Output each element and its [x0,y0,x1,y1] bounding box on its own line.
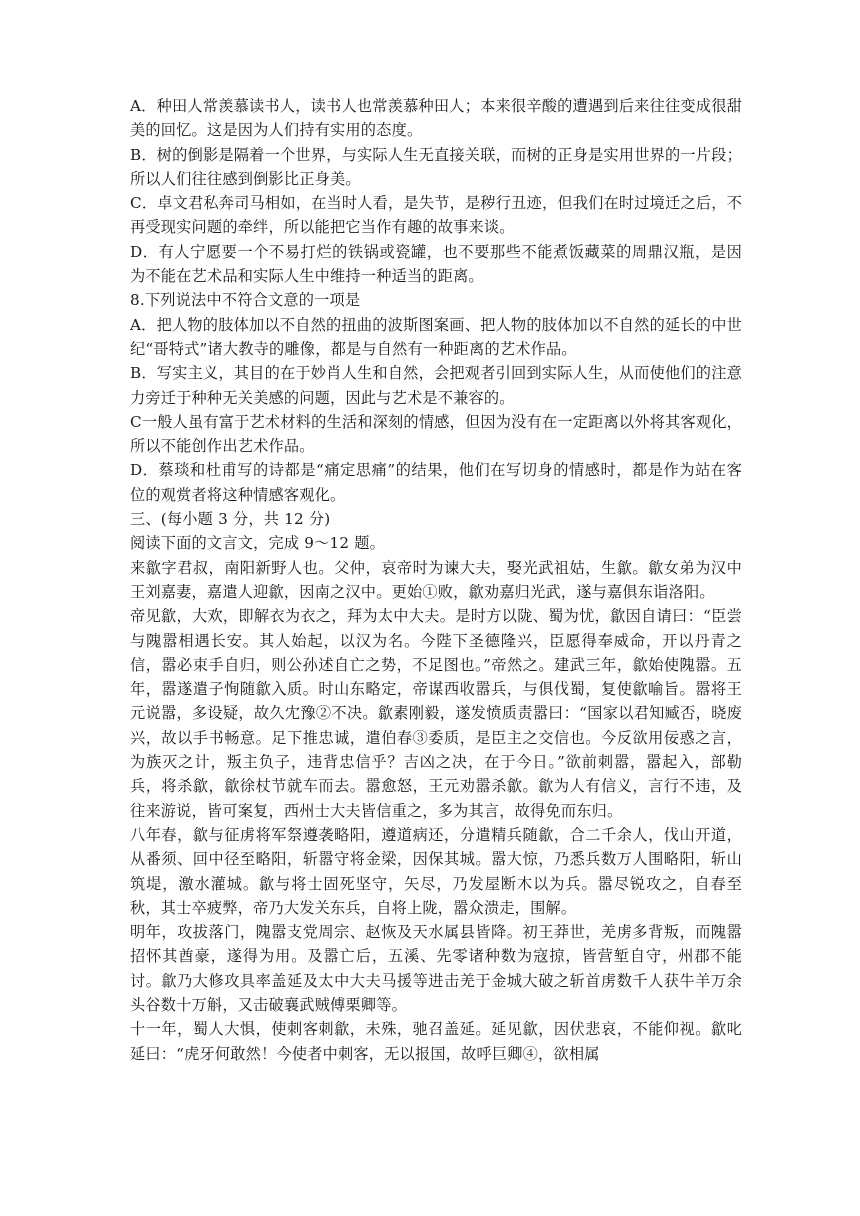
q7-option-b: B．树的倒影是隔着一个世界，与实际人生无直接关联，而树的正身是实用世界的一片段；所以人们往往感到倒影比正身美。 [130,145,742,188]
passage-paragraph: 来歙字君叔，南阳新野人也。父仲，哀帝时为谏大夫，娶光武祖姑，生歙。歙女弟为汉中王刘嘉妻，嘉遣人迎歙，因南之汉中。更始①败，歙劝嘉归光武，遂与嘉俱东诣洛阳。 [130,558,742,601]
q7-option-d: D．有人宁愿要一个不易打烂的铁锅或瓷罐，也不要那些不能煮饭藏菜的周鼎汉瓶，是因为不能在艺术品和实际人生中维持一种适当的距离。 [130,242,742,286]
q7-option-a: A．种田人常羡慕读书人，读书人也常羡慕种田人；本来很辛酸的遭遇到后来往往变成很甜美的回忆。这是因为人们持有实用的态度。 [130,97,742,140]
q7-option-c: C．卓文君私奔司马相如，在当时人看，是失节，是秽行丑迹，但我们在时过境迁之后，不再受现实问题的牵绊，所以能把它当作有趣的故事来谈。 [130,194,742,237]
q8-option-c: C一般人虽有富于艺术材料的生活和深刻的情感，但因为没有在一定距离以外将其客观化，所以不能创作出艺术作品。 [130,412,742,456]
q8-stem: 8.下列说法中不符合文意的一项是 [130,291,361,310]
q8-option-d: D．蔡琰和杜甫写的诗都是“痛定思痛”的结果，他们在写切身的情感时，都是作为站在客位的观赏者将这种情感客观化。 [130,461,742,504]
q8-option-b: B．写实主义，其目的在于妙肖人生和自然，会把观者引回到实际人生，从而使他们的注意力旁迁于种种无关美感的问题，因此与艺术是不兼容的。 [130,364,742,407]
q8-option-a: A．把人物的肢体加以不自然的扭曲的波斯图案画、把人物的肢体加以不自然的延长的中世纪“哥特式”诸大教寺的雕像，都是与自然有一种距离的艺术作品。 [130,315,742,358]
passage-paragraph: 十一年，蜀人大惧，使刺客刺歙，未殊，驰召盖延。延见歙，因伏悲哀，不能仰视。歙叱延曰：“虎牙何敢然！今使者中刺客，无以报国，故呼巨卿④，欲相属 [130,1020,742,1063]
passage-paragraph: 帝见歙，大欢，即解衣为衣之，拜为太中大夫。是时方以陇、蜀为忧，歙因自请曰：“臣尝与隗嚣相遇长安。其人始起，以汉为名。今陛下圣德隆兴，臣愿得奉威命，开以丹青之信，嚣必束手自归，则公孙述自亡之势，不足图也。”帝然之。建武三年，歙始使隗嚣。五年，嚣遂遣子恂随歙入质。时山东略定，帝谋西收嚣兵，与俱伐蜀，复使歙喻旨。嚣将王元说嚣，多设疑，故久冘豫②不决。歙素刚毅，遂发愤质责嚣曰：“国家以君知臧否，晓废兴，故以手书畅意。足下推忠诚，遣伯春③委质，是臣主之交信也。今反欲用佞惑之言，为族灭之计，叛主负子，违背忠信乎？吉凶之决，在于今日。”欲前刺嚣，嚣起入，部勒兵，将杀歙，歙徐杖节就车而去。嚣愈怒，王元劝嚣杀歙。歙为人有信义，言行不违，及往来游说，皆可案复，西州士大夫皆信重之，多为其言，故得免而东归。 [130,607,742,820]
section-instruction: 阅读下面的文言文，完成 9～12 题。 [130,534,386,553]
document-page [130,94,742,1066]
section-heading: 三、(每小题 3 分，共 12 分) [130,510,331,529]
passage-paragraph: 明年，攻拔落门，隗嚣支党周宗、赵恢及天水属县皆降。初王莽世，羌虏多背叛，而隗嚣招怀其酋豪，遂得为用。及嚣亡后，五溪、先零诸种数为寇掠，皆营堑自守，州郡不能讨。歙乃大修攻具率盖延及太中大夫马援等进击羌于金城大破之斩首虏数千人获牛羊万余头谷数十万斛，又击破襄武贼傅栗卿等。 [130,923,742,1014]
passage-paragraph: 八年春，歙与征虏将军祭遵袭略阳，遵道病还，分遣精兵随歙，合二千余人，伐山开道，从番须、回中径至略阳，斩嚣守将金梁，因保其城。嚣大惊，乃悉兵数万人围略阳，斩山筑堤，激水灌城。歙与将士固死坚守，矢尽，乃发屋断木以为兵。嚣尽锐攻之，自春至秋，其士卒疲弊，帝乃大发关东兵，自将上陇，嚣众溃走，围解。 [130,825,742,917]
